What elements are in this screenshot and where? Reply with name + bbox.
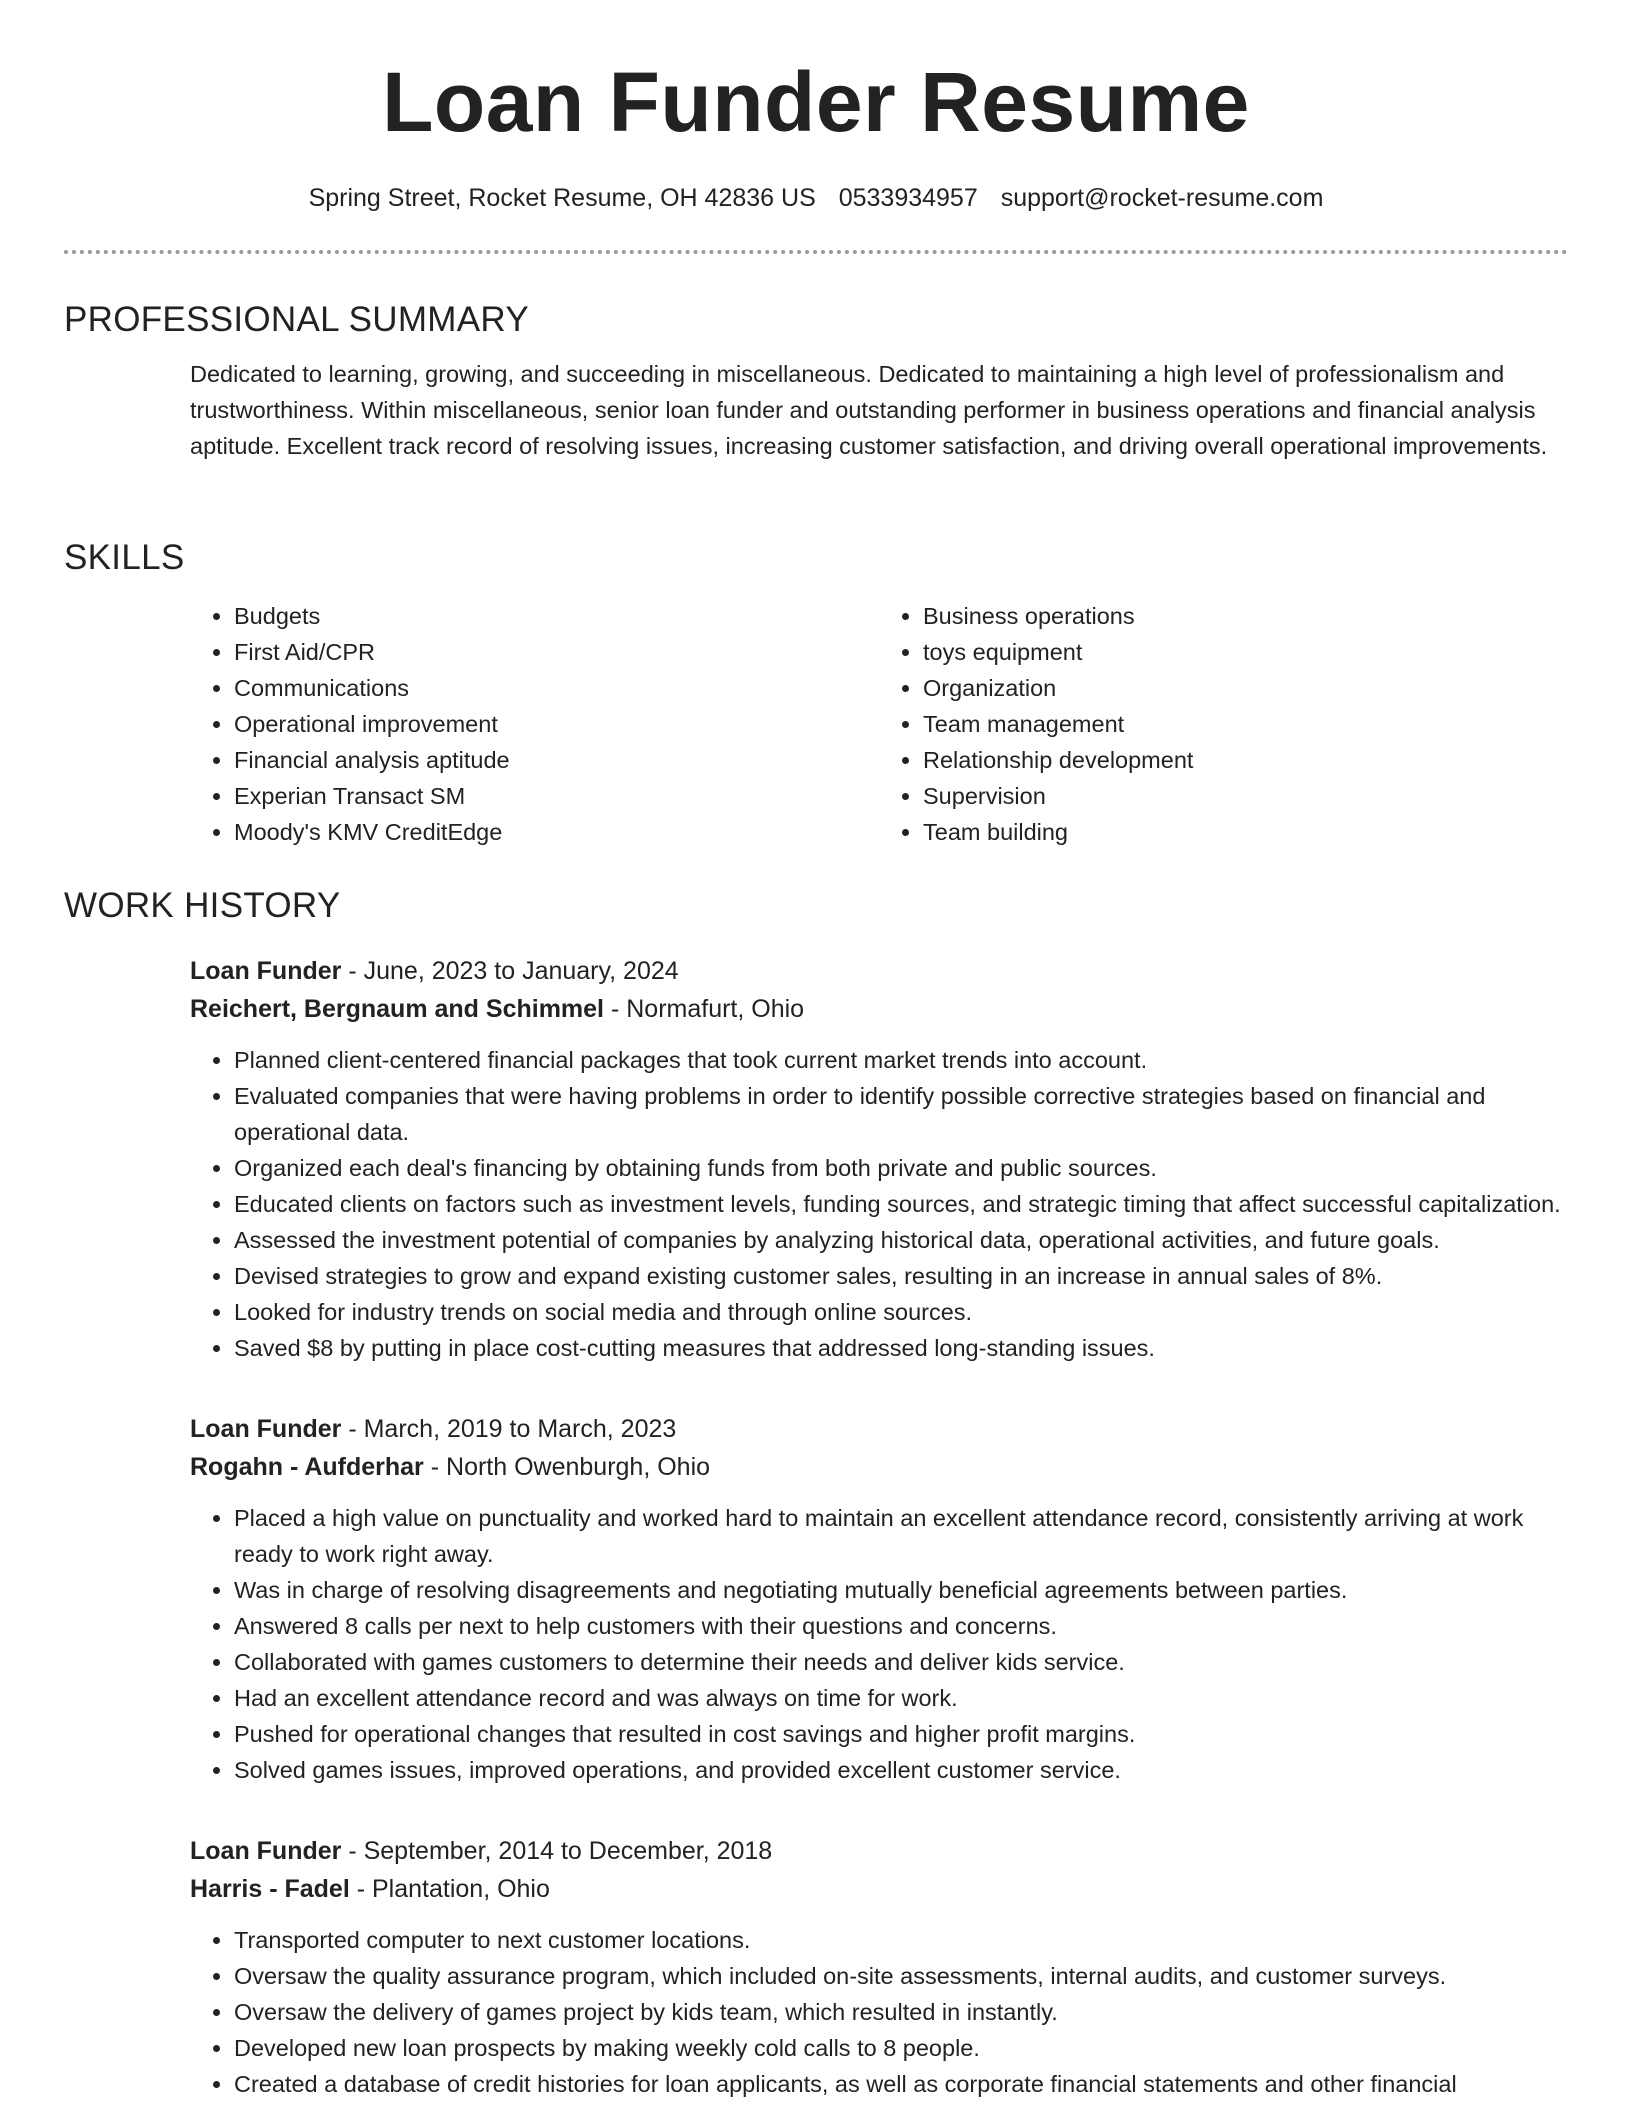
summary-text: Dedicated to learning, growing, and succeeding in miscellaneous. Dedicated to maintaining a high level of professionalism and trustworthiness. Within miscellaneous, senior loan funder and outstanding performer in business operations and financial analysis aptitude. Excellent track record of resolving issues, increasing customer satisfaction, and driving overall operational improvements. bbox=[190, 361, 1548, 459]
job-bullets bbox=[190, 1042, 1568, 1366]
job-location: - Normafurt, Ohio bbox=[604, 995, 805, 1023]
job-company: Rogahn - Aufderhar bbox=[190, 1453, 424, 1481]
skill-item: • Communications bbox=[234, 670, 879, 706]
skills-list-left bbox=[190, 598, 879, 850]
job-bullet: • Solved games issues, improved operations, and provided excellent customer service. bbox=[234, 1752, 1568, 1788]
work-history-heading: WORK HISTORY bbox=[64, 886, 341, 925]
contact-line bbox=[0, 180, 1632, 216]
job-dates: - March, 2019 to March, 2023 bbox=[341, 1415, 677, 1443]
job-bullet: • Was in charge of resolving disagreements and negotiating mutually beneficial agreements between parties. bbox=[234, 1572, 1568, 1608]
job-title-line bbox=[190, 1832, 1568, 1870]
job-bullet: • Educated clients on factors such as investment levels, funding sources, and strategic timing that affect successful capitalization. bbox=[234, 1186, 1568, 1222]
skill-item: • Supervision bbox=[923, 778, 1568, 814]
job-company: Reichert, Bergnaum and Schimmel bbox=[190, 995, 605, 1023]
skill-item: • Organization bbox=[923, 670, 1568, 706]
job-bullet: • Assessed the investment potential of companies by analyzing historical data, operational activities, and future goals. bbox=[234, 1222, 1568, 1258]
job-bullet: • Had an excellent attendance record and was always on time for work. bbox=[234, 1680, 1568, 1716]
job-title-line bbox=[190, 952, 1568, 990]
job-role: Loan Funder bbox=[190, 1415, 342, 1443]
job-bullet: • Devised strategies to grow and expand existing customer sales, resulting in an increase in annual sales of 8%. bbox=[234, 1258, 1568, 1294]
skill-item: • Experian Transact SM bbox=[234, 778, 879, 814]
summary-heading: PROFESSIONAL SUMMARY bbox=[64, 300, 529, 339]
contact-address: Spring Street, Rocket Resume, OH 42836 US bbox=[308, 184, 816, 212]
job-role: Loan Funder bbox=[190, 957, 342, 985]
job-entry bbox=[190, 952, 1568, 1366]
skill-item: • Financial analysis aptitude bbox=[234, 742, 879, 778]
contact-phone: 0533934957 bbox=[838, 184, 978, 212]
skill-item: • Moody's KMV CreditEdge bbox=[234, 814, 879, 850]
job-entry bbox=[190, 1410, 1568, 1788]
skills-list-right bbox=[879, 598, 1568, 850]
job-role: Loan Funder bbox=[190, 1837, 342, 1865]
job-location: - Plantation, Ohio bbox=[349, 1875, 550, 1903]
skill-item: • Relationship development bbox=[923, 742, 1568, 778]
job-bullet: • Placed a high value on punctuality and worked hard to maintain an excellent attendance record, consistently arriving at work ready to work right away. bbox=[234, 1500, 1568, 1572]
skill-item: • First Aid/CPR bbox=[234, 634, 879, 670]
job-bullet: • Created a database of credit histories for loan applicants, as well as corporate financial statements and other financial bbox=[234, 2066, 1568, 2102]
work-history-section bbox=[64, 884, 1568, 2102]
job-bullet: • Planned client-centered financial packages that took current market trends into account. bbox=[234, 1042, 1568, 1078]
job-bullet: • Oversaw the quality assurance program, which included on-site assessments, internal audits, and customer surveys. bbox=[234, 1958, 1568, 1994]
contact-email: support@rocket-resume.com bbox=[1000, 184, 1324, 212]
job-bullets bbox=[190, 1922, 1568, 2102]
job-dates: - June, 2023 to January, 2024 bbox=[341, 957, 679, 985]
job-bullet: • Answered 8 calls per next to help customers with their questions and concerns. bbox=[234, 1608, 1568, 1644]
job-company-line bbox=[190, 1448, 1568, 1486]
skill-item: • Budgets bbox=[234, 598, 879, 634]
job-company: Harris - Fadel bbox=[190, 1875, 350, 1903]
job-bullet: • Looked for industry trends on social media and through online sources. bbox=[234, 1294, 1568, 1330]
job-bullet: • Oversaw the delivery of games project by kids team, which resulted in instantly. bbox=[234, 1994, 1568, 2030]
job-bullet: • Pushed for operational changes that resulted in cost savings and higher profit margins. bbox=[234, 1716, 1568, 1752]
job-bullet: • Evaluated companies that were having problems in order to identify possible corrective strategies based on financial and operational data. bbox=[234, 1078, 1568, 1150]
job-bullet: • Saved $8 by putting in place cost-cutting measures that addressed long-standing issues. bbox=[234, 1330, 1568, 1366]
header-divider bbox=[64, 250, 1568, 254]
skill-item: • Team management bbox=[923, 706, 1568, 742]
job-bullet: • Transported computer to next customer locations. bbox=[234, 1922, 1568, 1958]
skill-item: • Business operations bbox=[923, 598, 1568, 634]
skill-item: • toys equipment bbox=[923, 634, 1568, 670]
skills-grid bbox=[190, 598, 1568, 850]
job-location: - North Owenburgh, Ohio bbox=[423, 1453, 711, 1481]
resume-title: Loan Funder Resume bbox=[382, 55, 1250, 149]
skill-item: • Operational improvement bbox=[234, 706, 879, 742]
job-bullet: • Developed new loan prospects by making weekly cold calls to 8 people. bbox=[234, 2030, 1568, 2066]
job-company-line bbox=[190, 990, 1568, 1028]
job-bullet: • Collaborated with games customers to determine their needs and deliver kids service. bbox=[234, 1644, 1568, 1680]
job-bullet: • Organized each deal's financing by obtaining funds from both private and public sources. bbox=[234, 1150, 1568, 1186]
job-entry bbox=[190, 1832, 1568, 2102]
skills-heading: SKILLS bbox=[64, 538, 185, 577]
summary-section bbox=[64, 298, 1568, 464]
job-dates: - September, 2014 to December, 2018 bbox=[341, 1837, 773, 1865]
job-bullets bbox=[190, 1500, 1568, 1788]
job-company-line bbox=[190, 1870, 1568, 1908]
job-title-line bbox=[190, 1410, 1568, 1448]
skills-section bbox=[64, 536, 1568, 850]
skill-item: • Team building bbox=[923, 814, 1568, 850]
